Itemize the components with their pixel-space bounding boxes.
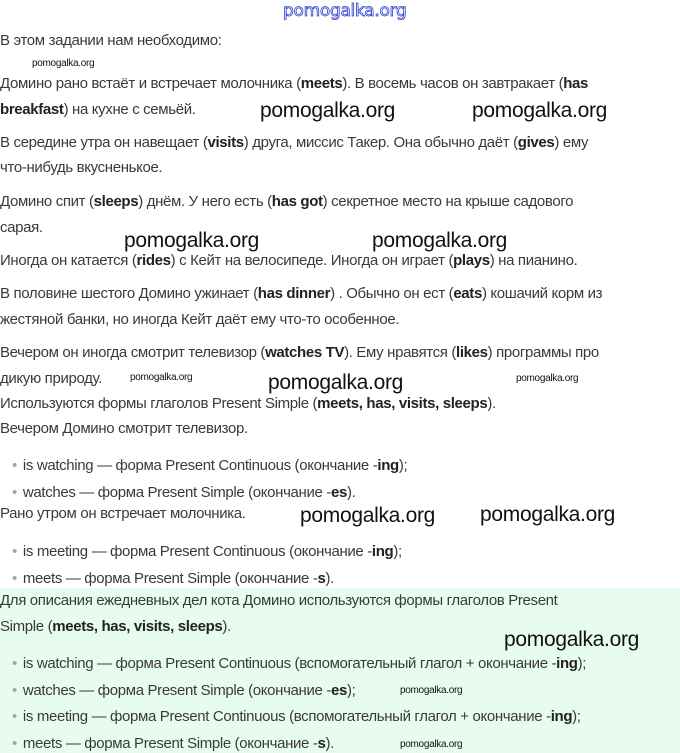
watermark: pomogalka.org <box>516 373 579 384</box>
text-segment: ). <box>325 570 334 587</box>
text-segment: is watching — форма Present Continuous (вспомогательный глагол + окончание - <box>22 655 557 672</box>
bullet-item <box>0 735 334 753</box>
text-segment: is watching — форма Present Continuous (окончание - <box>22 457 378 474</box>
text-segment: Домино рано встаёт и встречает молочника ( <box>0 75 301 92</box>
text-line <box>0 420 248 438</box>
text-segment: В середине утра он навещает ( <box>0 134 208 151</box>
verb-bold: es <box>330 682 347 699</box>
verb-bold: plays <box>453 252 490 269</box>
text-segment: ). Ему нравятся ( <box>344 344 457 361</box>
text-line <box>0 32 222 50</box>
text-segment: ). <box>222 618 231 635</box>
watermark: pomogalka.org <box>372 229 508 252</box>
text-segment: ). <box>487 395 496 412</box>
text-segment: watches — форма Present Simple (окончание - <box>22 682 331 699</box>
watermark: pomogalka.org <box>130 372 193 383</box>
text-segment: ) на пианино. <box>489 252 578 269</box>
verb-bold: meets, has, visits, sleeps <box>52 618 223 635</box>
bullet-item <box>0 484 355 502</box>
verb-bold: eats <box>453 285 482 302</box>
verb-bold: s <box>317 570 326 587</box>
text-segment: ); <box>572 708 581 725</box>
watermark: pomogalka.org <box>260 99 396 122</box>
text-segment: Рано утром он встречает молочника. <box>0 505 246 522</box>
text-segment: Домино спит ( <box>0 193 94 210</box>
text-segment: Для описания ежедневных дел кота Домино используются формы глаголов Present <box>0 592 558 609</box>
text-line <box>0 101 196 119</box>
verb-bold: has <box>563 75 589 92</box>
text-segment: ) кошачий корм из <box>481 285 603 302</box>
watermark: pomogalka.org <box>268 371 404 394</box>
text-segment: что-нибудь вкусненькое. <box>0 159 163 176</box>
text-segment: ) друга, миссис Такер. Она обычно даёт ( <box>243 134 518 151</box>
text-segment: ) секретное место на крыше садового <box>322 193 574 210</box>
verb-bold: es <box>330 484 347 501</box>
text-segment: ); <box>393 543 402 560</box>
text-segment: Simple ( <box>0 618 53 635</box>
bullet-item <box>0 543 402 561</box>
text-segment: Иногда он катается ( <box>0 252 137 269</box>
watermark: pomogalka.org <box>480 503 616 526</box>
bullet-item <box>0 655 586 673</box>
text-segment: ). <box>346 484 356 501</box>
watermark: pomogalka.org <box>283 1 407 21</box>
text-segment: дикую природу. <box>0 370 102 387</box>
verb-bold: meets <box>300 75 343 92</box>
verb-bold: ing <box>377 457 399 474</box>
text-segment: watches — форма Present Simple (окончание - <box>22 484 331 501</box>
text-segment: meets — форма Present Simple (окончание - <box>22 735 318 752</box>
text-segment: ) днём. У него есть ( <box>138 193 272 210</box>
bullet-icon: • <box>12 655 17 672</box>
bullet-item <box>0 570 334 588</box>
text-segment: is meeting — форма Present Continuous (вспомогательный глагол + окончание - <box>22 708 551 725</box>
bullet-icon: • <box>12 484 17 501</box>
text-line <box>0 285 602 303</box>
bullet-icon: • <box>12 682 17 699</box>
text-segment: meets — форма Present Simple (окончание - <box>22 570 318 587</box>
verb-bold: has dinner <box>257 285 331 302</box>
text-line <box>0 344 599 362</box>
verb-bold: visits <box>207 134 244 151</box>
verb-bold: s <box>317 735 326 752</box>
text-segment: ) с Кейт на велосипеде. Иногда он играет ( <box>170 252 454 269</box>
bullet-item <box>0 708 581 726</box>
text-line <box>0 311 399 329</box>
watermark: pomogalka.org <box>400 685 463 696</box>
text-segment: В этом задании нам необходимо: <box>0 32 222 49</box>
text-segment: is meeting — форма Present Continuous (окончание - <box>22 543 372 560</box>
text-segment: ); <box>346 682 356 699</box>
text-line <box>0 618 231 636</box>
text-line <box>0 370 102 388</box>
text-line <box>0 134 588 152</box>
text-line <box>0 159 162 177</box>
text-segment: Вечером Домино смотрит телевизор. <box>0 420 248 437</box>
bullet-icon: • <box>12 457 17 474</box>
bullet-item <box>0 457 407 475</box>
text-segment: Используются формы глаголов Present Simple ( <box>0 395 318 412</box>
bullet-item <box>0 682 355 700</box>
verb-bold: has got <box>271 193 323 210</box>
text-line <box>0 395 496 413</box>
verb-bold: sleeps <box>93 193 139 210</box>
text-segment: сарая. <box>0 219 43 236</box>
bullet-icon: • <box>12 735 17 752</box>
watermark: pomogalka.org <box>32 58 95 69</box>
text-segment: жестяной банки, но иногда Кейт даёт ему что-то особенное. <box>0 311 400 328</box>
text-segment: ); <box>398 457 408 474</box>
text-segment: ); <box>577 655 587 672</box>
verb-bold: gives <box>517 134 555 151</box>
verb-bold: ing <box>556 655 578 672</box>
verb-bold: likes <box>456 344 488 361</box>
text-line <box>0 252 577 270</box>
verb-bold: meets, has, visits, sleeps <box>317 395 488 412</box>
verb-bold: rides <box>136 252 171 269</box>
verb-bold: watches TV <box>265 344 345 361</box>
text-line <box>0 193 573 211</box>
text-line <box>0 219 43 237</box>
text-segment: Вечером он иногда смотрит телевизор ( <box>0 344 266 361</box>
verb-bold: ing <box>550 708 573 725</box>
text-line <box>0 592 558 610</box>
text-segment: ). <box>325 735 334 752</box>
text-line <box>0 505 246 523</box>
watermark: pomogalka.org <box>300 504 436 527</box>
verb-bold: ing <box>371 543 394 560</box>
bullet-icon: • <box>12 708 17 725</box>
text-segment: ) на кухне с семьёй. <box>63 101 196 118</box>
text-segment: ) ему <box>554 134 589 151</box>
bullet-icon: • <box>12 543 17 560</box>
text-segment: ) . Обычно он ест ( <box>330 285 454 302</box>
watermark: pomogalka.org <box>504 628 640 651</box>
bullet-icon: • <box>12 570 17 587</box>
watermark: pomogalka.org <box>472 99 608 122</box>
text-segment: В половине шестого Домино ужинает ( <box>0 285 258 302</box>
verb-bold: breakfast <box>0 101 64 118</box>
watermark: pomogalka.org <box>124 229 260 252</box>
text-segment: ) программы про <box>487 344 599 361</box>
text-segment: ). В восемь часов он завтракает ( <box>342 75 564 92</box>
watermark: pomogalka.org <box>400 739 463 750</box>
text-line <box>0 75 588 93</box>
